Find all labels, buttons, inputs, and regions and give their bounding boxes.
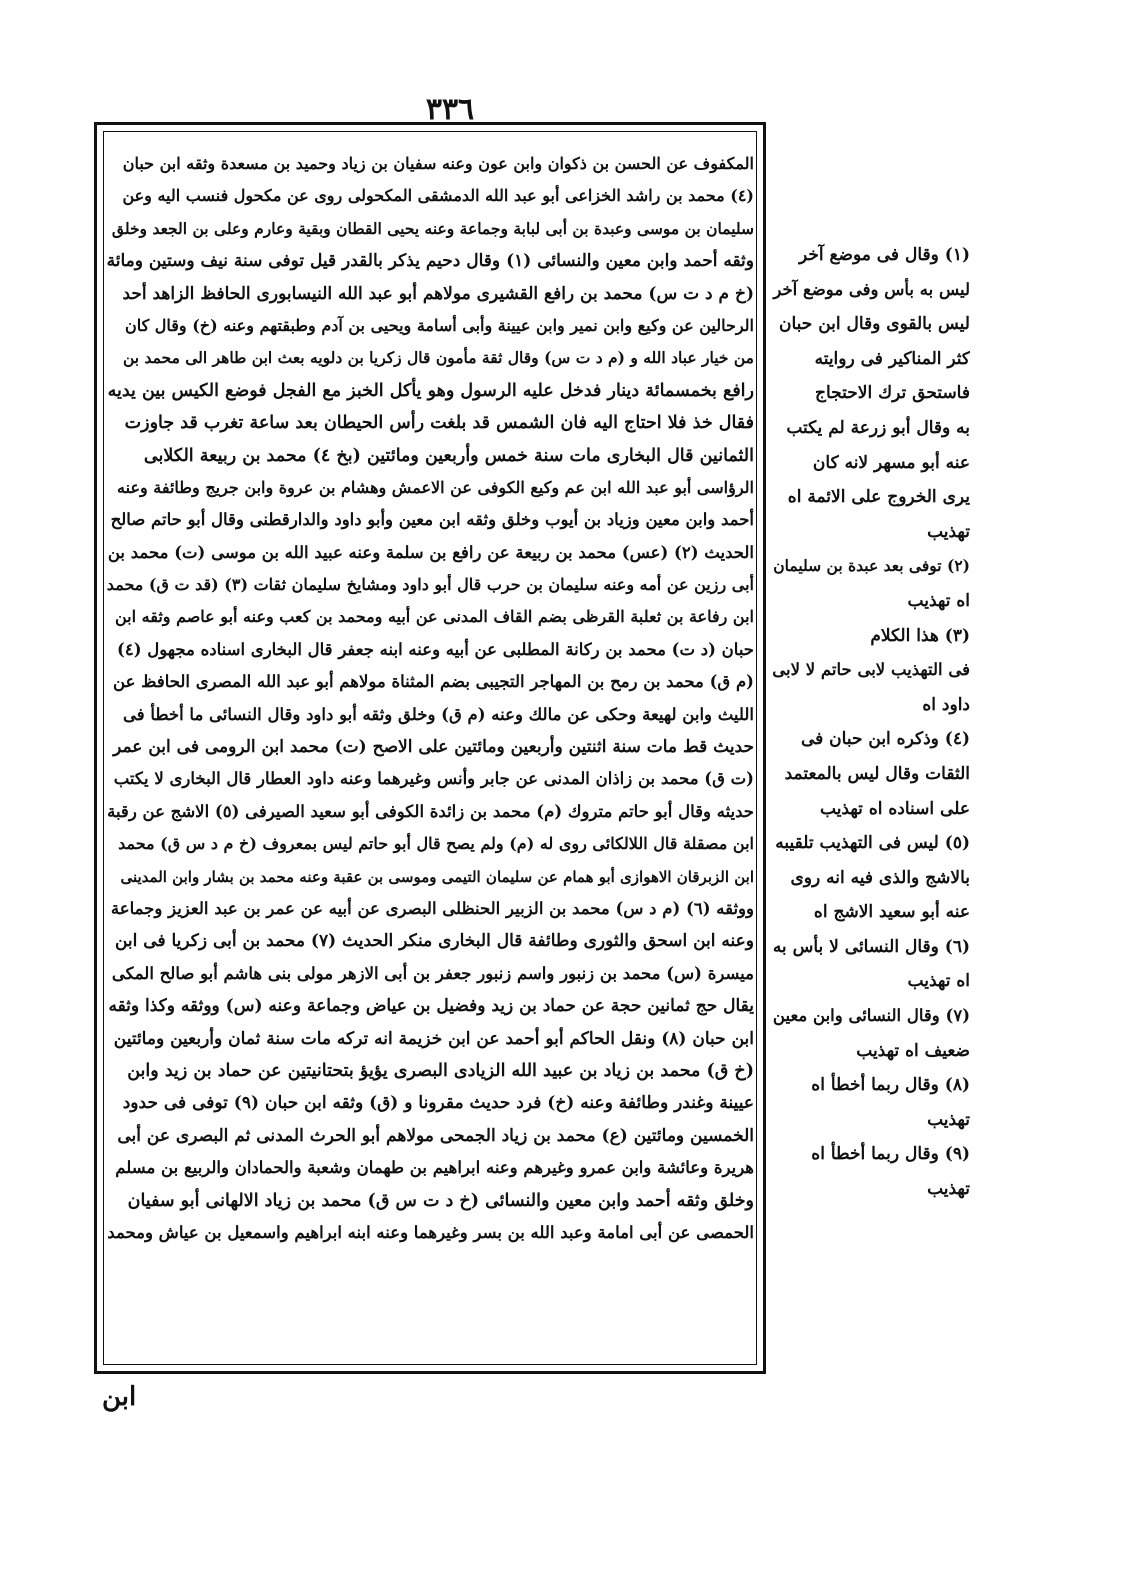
margin-note-line: (٢) توفى بعد عبدة بن سليمان (773, 556, 970, 576)
text-line: حديث قط مات سنة اثنتين وأربعين ومائتين على الاصح (ت) محمد ابن الرومى فى ابن عمر (113, 737, 754, 758)
page-number: ٣٣٦ (425, 92, 475, 127)
margin-note-line: (٨) وقال ربما أخطأ اه (811, 1075, 970, 1096)
margin-note-line: عنه أبو مسهر لانه كان (812, 452, 970, 473)
margin-note-line: (٧) وقال النسائى وابن معين (772, 1006, 970, 1026)
margin-note-line: (٦) وقال النسائى لا بأس به (772, 936, 970, 957)
text-line: حبان (د ت) محمد بن ركانة المطلبى عن أبيه وعنه ابنه جعفر قال البخارى اسناده مجهول (٤) (117, 639, 754, 659)
text-line: فقال خذ فلا احتاج اليه فان الشمس قد بلغت رأس الحيطان بعد ساعة تغرب قد جاوزت (124, 413, 754, 434)
margin-note-line: (٤) وذكره ابن حبان فى (800, 729, 970, 750)
text-line: ابن حبان (٨) ونقل الحاكم أبو أحمد عن ابن خزيمة انه تركه مات سنة ثمان وأربعين ومائتين (113, 1028, 754, 1049)
text-line: هريرة وعائشة وابن عمرو وغيرهم وعنه ابراهيم بن طهمان وشعبة والحمادان والربيع بن مسلم (115, 1158, 754, 1178)
margin-note-line: ليس بالقوى وقال ابن حبان (778, 314, 970, 335)
margin-note-line: فى التهذيب لابى حاتم لا لابى (772, 660, 970, 680)
margin-note-line: تهذيب (927, 521, 970, 542)
margin-note-line: تهذيب (927, 1109, 970, 1130)
text-line: وخلق وثقه أحمد وابن معين والنسائى (خ د ت س ق) محمد بن زياد الالهانى أبو سفيان (127, 1190, 754, 1211)
text-line: أبى رزين عن أمه وعنه سليمان بن حرب قال أبو داود ومشايخ سليمان ثقات (٣) (قد ت ق) محمد (106, 575, 754, 595)
margin-note-line: الثقات وقال ليس بالمعتمد (784, 763, 970, 784)
text-line: الثمانين قال البخارى مات سنة خمس وأربعين ومائتين (بخ ٤) محمد بن ربيعة الكلابى (143, 445, 754, 466)
margin-note-line: بالاشج والذى فيه انه روى (790, 867, 970, 888)
margin-note-line: تهذيب (927, 1179, 970, 1200)
text-line: (خ ق) محمد بن زياد بن عبيد الله الزيادى البصرى يؤيؤ بتحتانيتين عن حماد بن زيد وابن (127, 1060, 754, 1081)
text-line: وثقه أحمد وابن معين والنسائى (١) وقال دحيم يذكر بالقدر قيل توفى سنة نيف وستين ومائة (106, 251, 754, 272)
text-line: الخمسين ومائتين (ع) محمد بن زياد الجمحى مولاهم أبو الحرث المدنى ثم البصرى عن أبى (117, 1125, 754, 1146)
text-line: ابن مصقلة قال اللالكائى روى له (م) ولم يصح قال أبو حاتم ليس بمعروف (خ م د س ق) محمد (118, 834, 754, 854)
catchword: ابن (102, 1382, 137, 1412)
text-line: الحديث (٢) (عس) محمد بن ربيعة عن رافع بن سلمة وعنه عبيد الله بن موسى (ت) محمد بن (107, 542, 754, 562)
text-line: سليمان بن موسى وعبدة بن أبى لبابة وجماعة وعنه يحيى القطان وبقية وعارم وعلى بن الجعد وخلق (111, 218, 754, 238)
margin-note-line: (٥) ليس فى التهذيب تلقيبه (775, 833, 970, 854)
text-line: ابن الزبرقان الاهوازى أبو همام عن سليمان التيمى وموسى بن عقبة وعنه محمد بن بشار وابن المدينى (120, 867, 754, 886)
text-line: ابن رفاعة بن ثعلبة القرظى بضم القاف المدنى عن أبيه ومحمد بن كعب وعنه أبو عاصم وثقه ابن (115, 607, 754, 627)
text-line: من خيار عباد الله و (م د ت س) وقال ثقة مأمون قال زكريا بن دلويه بعث ابن طاهر الى محمد بن (122, 348, 754, 368)
margin-note-line: عنه أبو سعيد الاشج اه (813, 902, 970, 923)
text-line: ووثقه (٦) (م د س) محمد بن الزبير الحنظلى البصرى عن أبيه عن عمر بن عبد العزيز وجماعة (110, 898, 754, 918)
text-line: وعنه ابن اسحق والثورى وطائفة قال البخارى منكر الحديث (٧) محمد بن أبى زكريا فى ابن (114, 931, 754, 952)
margin-note-line: به وقال أبو زرعة لم يكتب (786, 417, 970, 438)
main-text-block (106, 148, 754, 1358)
margin-note-line: اه تهذيب (907, 971, 970, 992)
text-line: أحمد وابن معين وزياد بن أيوب وخلق وثقه ابن معين وأبو داود والدارقطنى وقال أبو حاتم صالح (110, 510, 754, 530)
margin-note-line: كثر المناكير فى روايته (814, 348, 970, 369)
text-line: (٤) محمد بن راشد الخزاعى أبو عبد الله الدمشقى المكحولى روى عن مكحول فنسب اليه وعن (122, 186, 754, 206)
text-line: الليث وابن لهيعة وحكى عن مالك وعنه (م ق) وخلق وثقه أبو داود وقال النسائى ما أخطأ فى (122, 704, 754, 724)
margin-note-line: داود اه (922, 694, 970, 715)
margin-note-line: على اسناده اه تهذيب (820, 798, 970, 819)
text-line: ميسرة (س) محمد بن زنبور واسم زنبور جعفر بن أبى الازهر مولى بنى هاشم أبو صالح المكى (111, 963, 754, 983)
text-line: المكفوف عن الحسن بن ذكوان وابن عون وعنه سفيان بن زياد وحميد بن مسعدة وثقه ابن حبان (122, 154, 754, 173)
text-line: الرؤاسى أبو عبد الله ابن عم وكيع الكوفى عن الاعمش وهشام بن عروة وابن جريج وطائفة وعنه (117, 477, 754, 497)
margin-note-line: فاستحق ترك الاحتجاج (815, 383, 970, 404)
margin-note-line: يرى الخروج على الائمة اه (787, 487, 970, 508)
margin-note-line: (١) وقال فى موضع آخر (798, 245, 970, 265)
margin-note-line: ضعيف اه تهذيب (856, 1040, 970, 1061)
margin-note-line: (٣) هذا الكلام (870, 625, 970, 646)
text-line: رافع بخمسمائة دينار فدخل عليه الرسول وهو يأكل الخبز مع الفجل فوضع الكيس بين يديه (107, 380, 754, 401)
text-line: حديثه وقال أبو حاتم متروك (م) محمد بن زائدة الكوفى أبو سعيد الصيرفى (٥) الاشج عن رقبة (107, 801, 754, 821)
margin-note-line: ليس به بأس وفى موضع آخر (773, 279, 970, 299)
text-line: عيينة وغندر وطائفة وعنه (خ) فرد حديث مقرونا و (ق) وثقه ابن حبان (٩) توفى فى حدود (122, 1093, 754, 1114)
text-line: (خ م د ت س) محمد بن رافع القشيرى مولاهم أبو عبد الله النيسابورى الحافظ الزاهد أحد (122, 283, 754, 304)
text-line: الرحالين عن وكيع وابن نمير وابن عيينة وأبى أسامة ويحيى بن آدم وطبقتهم وعنه (خ) وقال كان (124, 315, 754, 335)
text-line: (ت ق) محمد بن زاذان المدنى عن جابر وأنس وغيرهما وعنه داود العطار قال البخارى لا يكتب (113, 769, 754, 789)
margin-note-line: (٩) وقال ربما أخطأ اه (811, 1144, 970, 1165)
text-line: الحمصى عن أبى امامة وعبد الله بن بسر وغيرهما وعنه ابنه ابراهيم واسمعيل بن عياش ومحمد (107, 1222, 754, 1242)
margin-notes (770, 238, 970, 1278)
margin-note-line: اه تهذيب (907, 590, 970, 611)
text-line: يقال حج ثمانين حجة عن حماد بن زيد وفضيل بن عياض وجماعة وعنه (س) ووثقه وكذا وثقه (108, 996, 754, 1017)
text-line: (م ق) محمد بن رمح بن المهاجر التجيبى بضم المثناة مولاهم أبو عبد الله المصرى الحافظ عن (113, 672, 754, 692)
